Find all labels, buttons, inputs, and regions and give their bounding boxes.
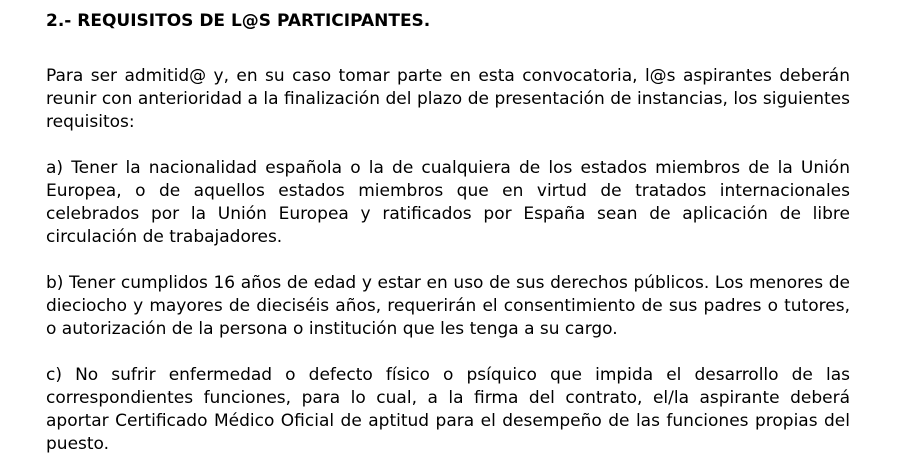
section-heading: 2.- REQUISITOS DE L@S PARTICIPANTES. [46, 11, 431, 31]
intro-paragraph: Para ser admitid@ y, en su caso tomar parte en esta convocatoria, l@s aspirantes deberán reunir con anterioridad a la finalización del plazo de presentación de instancias, los siguientes requisitos: [46, 66, 850, 132]
requirement-a: a) Tener la nacionalidad española o la de cualquiera de los estados miembros de la Unión Europea, o de aquellos estados miembros que en virtud de tratados internacionales celebrados por la Unión Europea y ratificados por España sean de aplicación de libre circulación de trabajadores. [46, 158, 850, 247]
requirement-b: b) Tener cumplidos 16 años de edad y estar en uso de sus derechos públicos. Los menores de dieciocho y mayores de dieciséis años, requerirán el consentimiento de sus padres o tutores, o autorización de la persona o institución que les tenga a su cargo. [46, 273, 850, 339]
requirement-c: c) No sufrir enfermedad o defecto físico o psíquico que impida el desarrollo de las correspondientes funciones, para lo cual, a la firma del contrato, el/la aspirante deberá aportar Certificado Médico Oficial de aptitud para el desempeño de las funciones propias del puesto. [46, 365, 850, 454]
document-section [46, 10, 850, 456]
